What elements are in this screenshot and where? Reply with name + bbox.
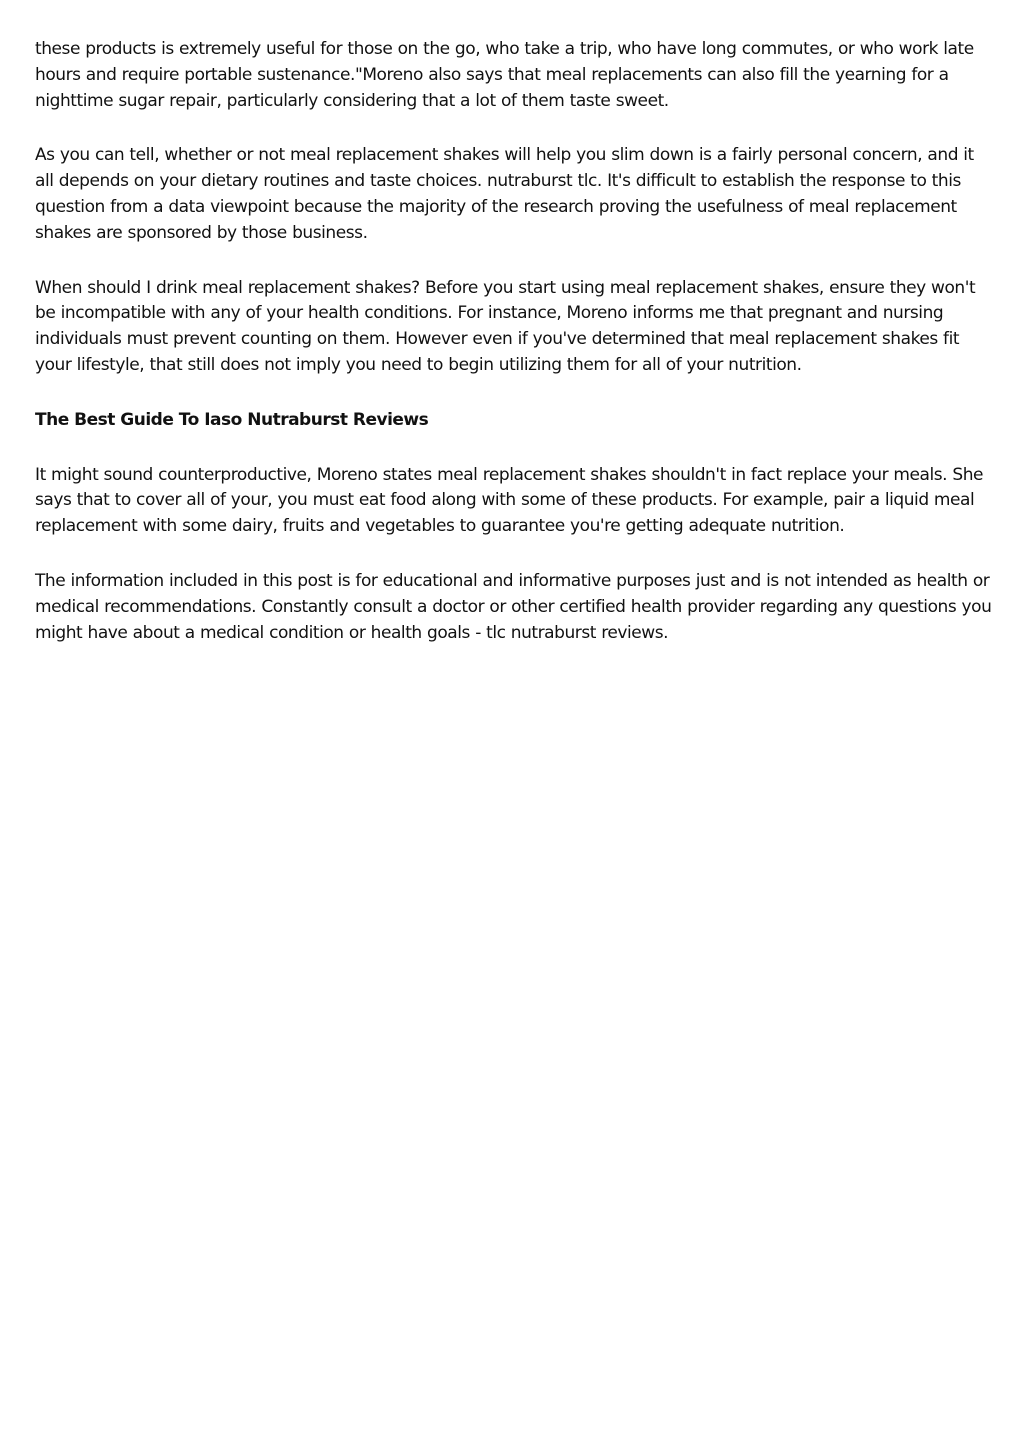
paragraph-5: The information included in this post is for educational and informative purposes just and is not intended as health or medical recommendations. Constantly consult a doctor or other certified health provider regarding any questions you might have about a medical condition or health goals - tlc nutraburst reviews. <box>35 570 992 643</box>
section-heading: The Best Guide To Iaso Nutraburst Reviews <box>35 409 429 430</box>
article-body <box>35 37 995 675</box>
paragraph-4: It might sound counterproductive, Moreno states meal replacement shakes shouldn't in fact replace your meals. She says that to cover all of your, you must eat food along with some of these products. For example, pair a liquid meal replacement with some dairy, fruits and vegetables to guarantee you're getting adequate nutrition. <box>35 464 984 537</box>
paragraph-1: these products is extremely useful for those on the go, who take a trip, who have long commutes, or who work late hours and require portable sustenance."Moreno also says that meal replacements can also fill the yearning for a nighttime sugar repair, particularly considering that a lot of them taste sweet. <box>35 39 974 111</box>
paragraph-2: As you can tell, whether or not meal replacement shakes will help you slim down is a fairly personal concern, and it all depends on your dietary routines and taste choices. nutraburst tlc. It's difficult to establish the response to this question from a data viewpoint because the majority of the research proving the usefulness of meal replacement shakes are sponsored by those business. <box>35 145 974 243</box>
paragraph-3: When should I drink meal replacement shakes? Before you start using meal replacement shakes, ensure they won't be incompatible with any of your health conditions. For instance, Moreno informs me that pregnant and nursing individuals must prevent counting on them. However even if you've determined that meal replacement shakes fit your lifestyle, that still does not imply you need to begin utilizing them for all of your nutrition. <box>35 277 976 375</box>
